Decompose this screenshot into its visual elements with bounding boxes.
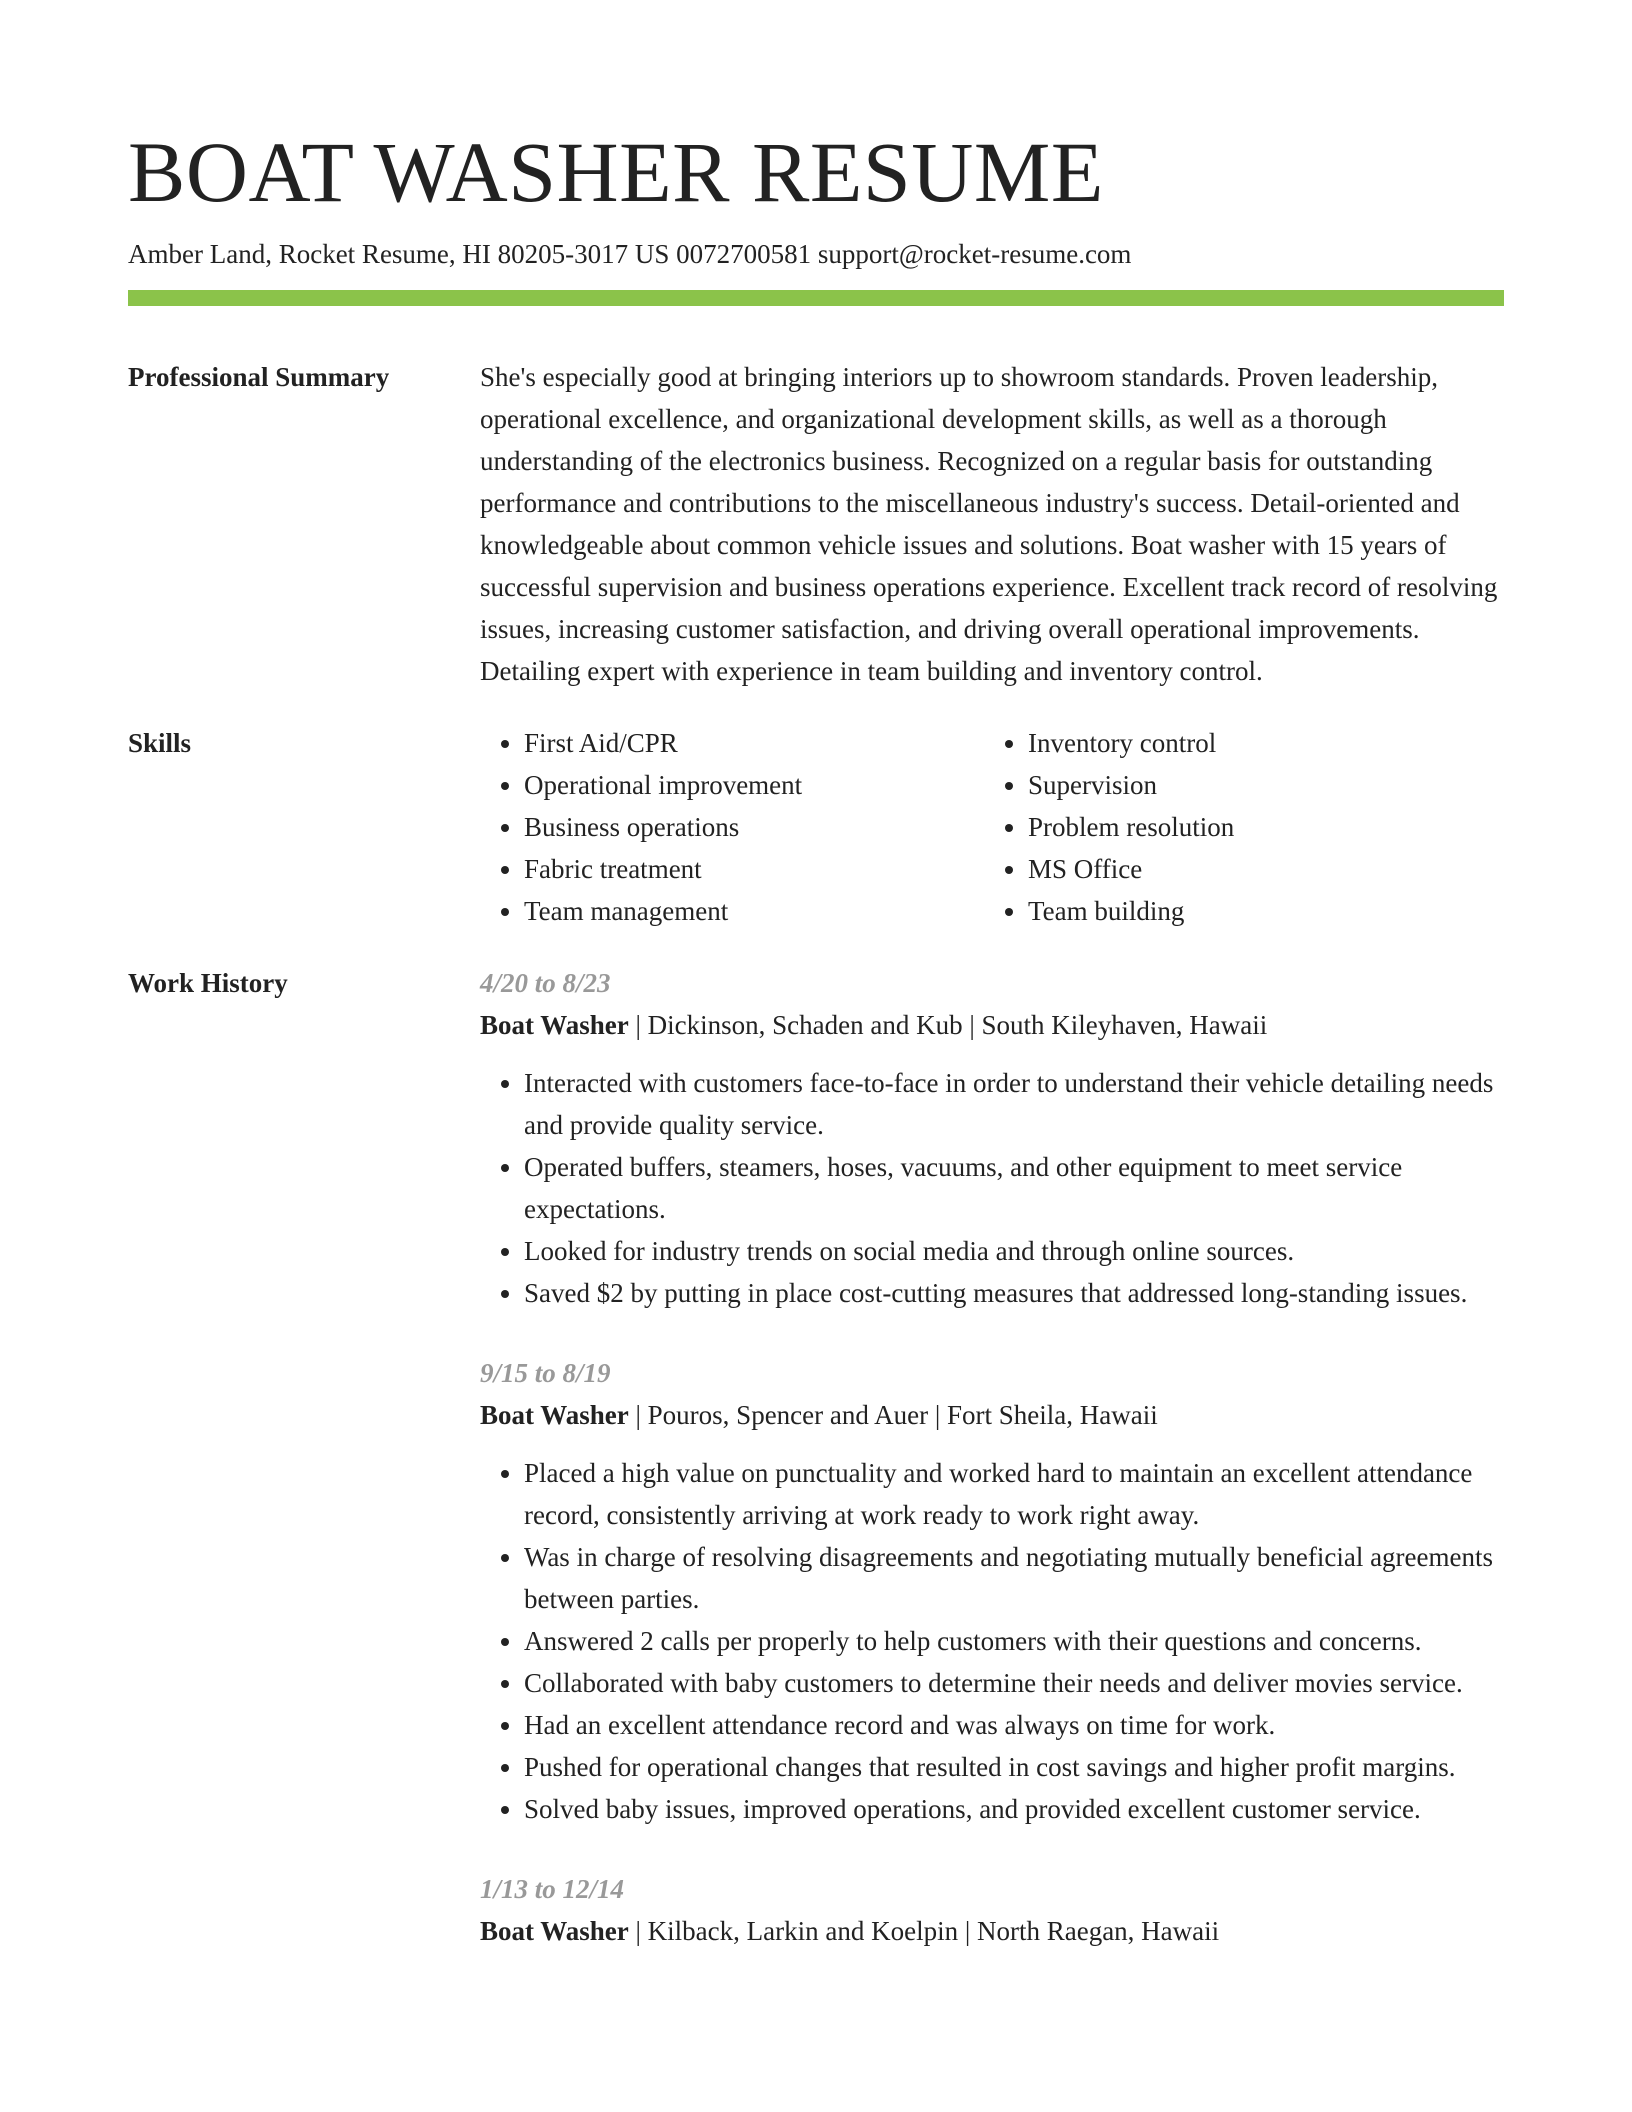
skill-item: • First Aid/CPR <box>524 722 984 764</box>
skills-right-list <box>984 722 1488 932</box>
job-bullet: • Solved baby issues, improved operations, and provided excellent customer service. <box>524 1788 1504 1830</box>
skill-item: • Team management <box>524 890 984 932</box>
skill-item: • Problem resolution <box>1028 806 1488 848</box>
summary-section <box>128 356 1504 692</box>
job-heading <box>480 1004 1504 1046</box>
job-bullet-list <box>480 1452 1504 1830</box>
job-bullet: • Interacted with customers face-to-face in order to understand their vehicle detailing needs and provide quality service. <box>524 1062 1504 1146</box>
job-title: Boat Washer <box>480 1010 629 1040</box>
job-bullet: • Placed a high value on punctuality and worked hard to maintain an excellent attendance record, consistently arriving at work ready to work right away. <box>524 1452 1504 1536</box>
job-details: | Dickinson, Schaden and Kub | South Kileyhaven, Hawaii <box>628 1010 1268 1040</box>
summary-body <box>480 356 1504 692</box>
skills-section <box>128 722 1504 932</box>
job-date: 4/20 to 8/23 <box>480 968 611 998</box>
skill-item: • Team building <box>1028 890 1488 932</box>
job-bullet: • Pushed for operational changes that resulted in cost savings and higher profit margins. <box>524 1746 1504 1788</box>
header-divider <box>128 290 1504 306</box>
job-bullet: • Saved $2 by putting in place cost-cutting measures that addressed long-standing issues. <box>524 1272 1504 1314</box>
job-bullet: • Had an excellent attendance record and was always on time for work. <box>524 1704 1504 1746</box>
job-date: 1/13 to 12/14 <box>480 1874 625 1904</box>
skill-item: • Supervision <box>1028 764 1488 806</box>
skill-item: • Fabric treatment <box>524 848 984 890</box>
skill-item: • Inventory control <box>1028 722 1488 764</box>
job-entry <box>480 1352 1504 1830</box>
skills-label: Skills <box>128 728 192 758</box>
skills-body <box>480 722 1504 932</box>
job-date: 9/15 to 8/19 <box>480 1358 611 1388</box>
job-details: | Kilback, Larkin and Koelpin | North Raegan, Hawaii <box>628 1916 1220 1946</box>
skill-item: • Operational improvement <box>524 764 984 806</box>
job-bullet: • Answered 2 calls per properly to help customers with their questions and concerns. <box>524 1620 1504 1662</box>
job-entry <box>480 962 1504 1314</box>
skill-item: • MS Office <box>1028 848 1488 890</box>
job-details: | Pouros, Spencer and Auer | Fort Sheila, Hawaii <box>628 1400 1158 1430</box>
job-bullet: • Was in charge of resolving disagreements and negotiating mutually beneficial agreements between parties. <box>524 1536 1504 1620</box>
skills-left-list <box>480 722 984 932</box>
work-body <box>480 962 1504 1990</box>
job-title: Boat Washer <box>480 1400 629 1430</box>
contact-line: Amber Land, Rocket Resume, HI 80205-3017 US 0072700581 support@rocket-resume.com <box>128 239 1132 269</box>
job-entry <box>480 1868 1504 1952</box>
work-section <box>128 962 1504 1990</box>
skill-item: • Business operations <box>524 806 984 848</box>
job-bullet: • Collaborated with baby customers to determine their needs and deliver movies service. <box>524 1662 1504 1704</box>
job-bullet: • Operated buffers, steamers, hoses, vacuums, and other equipment to meet service expectations. <box>524 1146 1504 1230</box>
job-heading <box>480 1910 1504 1952</box>
work-label: Work History <box>128 968 288 998</box>
resume-title: BOAT WASHER RESUME <box>128 124 1104 220</box>
job-title: Boat Washer <box>480 1916 629 1946</box>
job-bullet-list <box>480 1062 1504 1314</box>
job-bullet: • Looked for industry trends on social media and through online sources. <box>524 1230 1504 1272</box>
summary-text: She's especially good at bringing interiors up to showroom standards. Proven leadership, operational excellence, and organizational development skills, as well as a thorough understanding of the electronics business. Recognized on a regular basis for outstanding performance and contributions to the miscellaneous industry's success. Detail-oriented and knowledgeable about common vehicle issues and solutions. Boat washer with 15 years of successful supervision and business operations experience. Excellent track record of resolving issues, increasing customer satisfaction, and driving overall operational improvements. Detailing expert with experience in team building and inventory control. <box>480 362 1498 686</box>
job-heading <box>480 1394 1504 1436</box>
summary-label: Professional Summary <box>128 362 390 392</box>
